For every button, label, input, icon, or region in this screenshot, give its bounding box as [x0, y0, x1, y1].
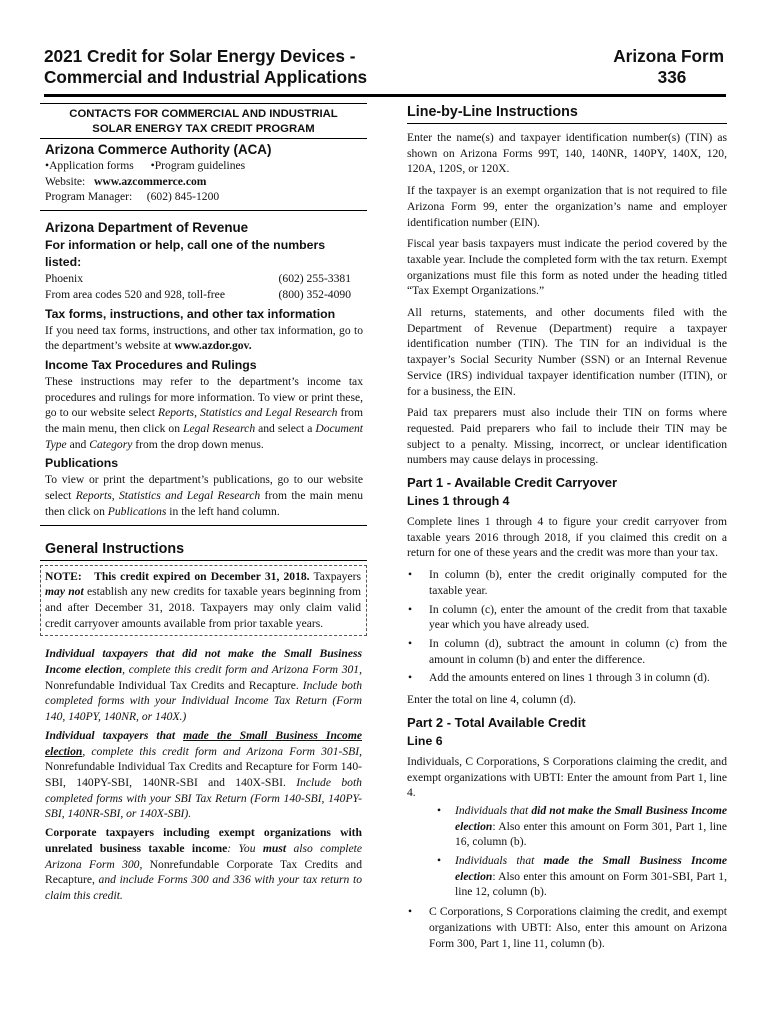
aca-website: Website: www.azcommerce.com: [45, 174, 207, 188]
part1-title: Part 1 - Available Credit Carryover: [407, 475, 618, 491]
aca-website-link[interactable]: www.azcommerce.com: [93, 174, 207, 188]
publications-text: To view or print the department’s publications, go to our website select Reports, Statistics and Legal Research from the main menu then click on Publications in the left hand column.: [45, 473, 364, 518]
aca-section: [40, 138, 367, 210]
page-title: [44, 46, 404, 88]
contacts-box: [40, 103, 367, 526]
lbl-paragraph-4: All returns, statements, and other documents filed with the Department of Revenue (Department) require a taxpayer identification number (TIN). The TIN for an individual is the taxpayer’s Social Security Number (SSN) or an Internal Revenue Service (IRS) individual taxpayer identification number (ITIN), or for a business, the EIN.: [407, 306, 727, 398]
help-heading: For information or help, call one of the numbers listed:: [45, 238, 326, 270]
aca-bullets: •Application forms •Program guidelines: [45, 159, 246, 172]
part2-line: Line 6: [407, 733, 443, 748]
general-instructions-title: General Instructions: [40, 540, 367, 561]
part1-text: Complete lines 1 through 4 to figure your credit carryover from taxable years 2016 through 2018, if you claimed this credit on a return for one of these years and the credit was more than your tax.: [407, 515, 727, 560]
forms-text: If you need tax forms, instructions, and other tax information, go to the department’s website at www.azdor.gov.: [45, 323, 363, 353]
aca-manager: Program Manager: (602) 845-1200: [45, 190, 220, 204]
list-item: • Individuals that made the Small Business Income election: Also enter this amount on Form 301-SBI, Part 1, line 12, column (b).: [407, 853, 727, 900]
forms-heading: Tax forms, instructions, and other tax information: [45, 306, 336, 321]
list-item: • Add the amounts entered on lines 1 through 3 in column (d).: [407, 670, 727, 686]
header-rule: [44, 94, 726, 97]
individual-sbi-paragraph: Individual taxpayers that made the Small Business Income election, complete this credit form and Arizona Form 301-SBI, Nonrefundable Individual Tax Credits and Recapture for Form 140-SBI, 140PY-SBI, 140NR-SBI and 140X-SBI. Include both completed forms with your SBI Tax Return (Form 140-SBI, 140PY-SBI, 140NR-SBI, or 140X-SBI).: [45, 728, 362, 821]
contacts-heading: CONTACTS FOR COMMERCIAL AND INDUSTRIAL SOLAR ENERGY TAX CREDIT PROGRAM: [69, 108, 338, 135]
title-line-2: Commercial and Industrial Applications: [44, 67, 368, 87]
part2-title: Part 2 - Total Available Credit: [407, 714, 586, 730]
list-item: • In column (b), enter the credit originally computed for the taxable year.: [407, 567, 727, 598]
list-item: • C Corporations, S Corporations claiming the credit, and exempt organizations with UBTI: Also, enter this amount on Arizona Form 300, Part 1, line 11, column (b).: [407, 904, 727, 951]
area-codes-row: From area codes 520 and 928, toll-free (800) 352-4090: [45, 287, 351, 301]
expiration-note: NOTE: This credit expired on December 31, 2018. Taxpayers may not establish any new credits for taxable years beginning from and after December 31, 2018. Taxpayers may only claim valid credit carryover amounts available from prior taxable years.: [40, 565, 367, 637]
part1-lines: Lines 1 through 4: [407, 494, 510, 509]
lbl-paragraph-5: Paid tax preparers must also include their TIN on forms where requested. Paid preparers who fail to include their TIN may be subject to a penalty. Missing, incorrect, or unclear identification numbers may cause delays in processing.: [407, 406, 727, 467]
left-column: [40, 103, 367, 904]
phoenix-row: Phoenix (602) 255-3381: [45, 272, 351, 286]
lbl-paragraph-2: If the taxpayer is an exempt organization that is not required to file Arizona Form 99, enter the organization’s name and employer identification number (EIN).: [407, 184, 727, 229]
publications-heading: Publications: [45, 456, 119, 471]
form-number: 336: [657, 67, 687, 87]
aca-title: Arizona Commerce Authority (ACA): [45, 142, 272, 157]
line-by-line-title: Line-by-Line Instructions: [407, 103, 727, 124]
part1-total: Enter the total on line 4, column (d).: [407, 693, 577, 707]
lbl-paragraph-1: Enter the name(s) and taxpayer identification number(s) (TIN) as shown on Arizona Forms 99T, 140, 140NR, 140PY, 140X, 120, 120A, 120S, or 120X.: [407, 131, 727, 176]
list-item: • Individuals that did not make the Small Business Income election: Also enter this amount on Form 301, Part 1, line 16, column (b).: [407, 803, 727, 850]
lbl-paragraph-3: Fiscal year basis taxpayers must indicate the period covered by the taxable year. Include the completed form with the tax return. Exempt organizations must file this form as noted under the heading titled “Tax Exempt Organizations.”: [407, 237, 727, 298]
list-item: • In column (d), subtract the amount in column (c) from the amount in column (b) and enter the difference.: [407, 636, 727, 667]
rulings-heading: Income Tax Procedures and Rulings: [45, 357, 257, 372]
corporate-paragraph: Corporate taxpayers including exempt organizations with unrelated business taxable income: You must also complete Arizona Form 300, Nonrefundable Corporate Tax Credits and Recapture, and include Forms 300 and 336 with your tax return to claim this credit.: [45, 826, 362, 902]
rulings-text: These instructions may refer to the department’s income tax procedures and rulings for more information. To view or print these, go to our website select Reports, Statistics and Legal Research from the main menu, then click on Legal Research and select a Document Type and Category from the drop down menus.: [45, 374, 364, 451]
azdor-link[interactable]: www.azdor.gov.: [174, 339, 252, 353]
part2-individual-list: [407, 803, 727, 900]
part2-text: Individuals, C Corporations, S Corporations claiming the credit, and exempt organizations with UBTI: Enter the amount from Part 1, line 4.: [407, 754, 727, 800]
form-label: Arizona Form: [613, 46, 724, 66]
form-id: [564, 46, 724, 88]
part2-corporate-list: [407, 904, 727, 951]
dor-title: Arizona Department of Revenue: [45, 220, 249, 236]
individual-no-sbi-paragraph: Individual taxpayers that did not make the Small Business Income election, complete this credit form and Arizona Form 301, Nonrefundable Individual Tax Credits and Recapture. Include both completed forms with your Individual Income Tax Return (Form 140, 140PY, 140NR, or 140X.): [45, 647, 362, 724]
right-column: [407, 103, 727, 957]
title-line-1: 2021 Credit for Solar Energy Devices -: [44, 46, 356, 66]
part1-bullet-list: [407, 567, 727, 686]
list-item: • In column (c), enter the amount of the credit from that taxable year which you have already used.: [407, 602, 727, 633]
dor-section: [40, 210, 367, 524]
